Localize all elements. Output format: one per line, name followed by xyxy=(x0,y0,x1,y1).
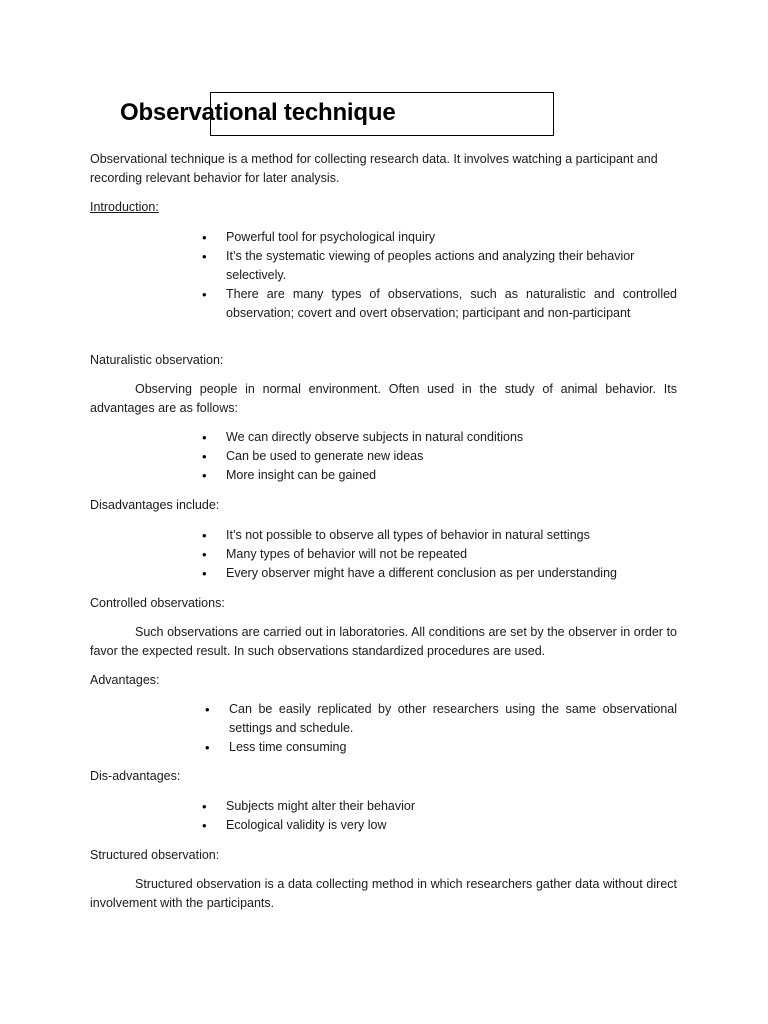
controlled-disadvantages-list xyxy=(226,797,677,835)
naturalistic-heading: Naturalistic observation: xyxy=(90,353,224,367)
list-item: • More insight can be gained xyxy=(226,466,677,485)
intro-paragraph: Observational technique is a method for collecting research data. It involves watching a participant and recording relevant behavior for later analysis. xyxy=(90,152,658,185)
list-item: • It’s the systematic viewing of peoples actions and analyzing their behavior selectively. xyxy=(226,247,677,285)
list-item: • It’s not possible to observe all types of behavior in natural settings xyxy=(226,526,677,545)
list-item: • There are many types of observations, such as naturalistic and controlled observation; covert and overt observation; participant and non-participant xyxy=(226,285,677,323)
list-item: • Subjects might alter their behavior xyxy=(226,797,677,816)
naturalistic-paragraph: Observing people in normal environment. Often used in the study of animal behavior. Its advantages are as follows: xyxy=(90,382,677,415)
structured-heading: Structured observation: xyxy=(90,848,220,862)
introduction-heading: Introduction: xyxy=(90,200,159,214)
list-item: • Ecological validity is very low xyxy=(226,816,677,835)
controlled-paragraph: Such observations are carried out in laboratories. All conditions are set by the observer in order to favor the expected result. In such observations standardized procedures are used. xyxy=(90,625,677,658)
list-item: • Less time consuming xyxy=(229,738,677,757)
disadvantages-heading: Disadvantages include: xyxy=(90,498,220,512)
naturalistic-advantages-list xyxy=(226,428,677,485)
advantages-heading: Advantages: xyxy=(90,673,160,687)
introduction-list xyxy=(226,228,677,323)
list-item: • Many types of behavior will not be repeated xyxy=(226,545,677,564)
list-item: • Every observer might have a different conclusion as per understanding xyxy=(226,564,677,583)
controlled-heading: Controlled observations: xyxy=(90,596,225,610)
list-item: • Powerful tool for psychological inquiry xyxy=(226,228,677,247)
structured-paragraph: Structured observation is a data collecting method in which researchers gather data without direct involvement with the participants. xyxy=(90,877,677,910)
page-title: Observational technique xyxy=(120,99,396,126)
naturalistic-disadvantages-list xyxy=(226,526,677,583)
list-item: • Can be used to generate new ideas xyxy=(226,447,677,466)
dis-advantages-heading: Dis-advantages: xyxy=(90,769,181,783)
controlled-advantages-list xyxy=(229,700,677,757)
list-item: • Can be easily replicated by other researchers using the same observational settings and schedule. xyxy=(229,700,677,738)
list-item: • We can directly observe subjects in natural conditions xyxy=(226,428,677,447)
